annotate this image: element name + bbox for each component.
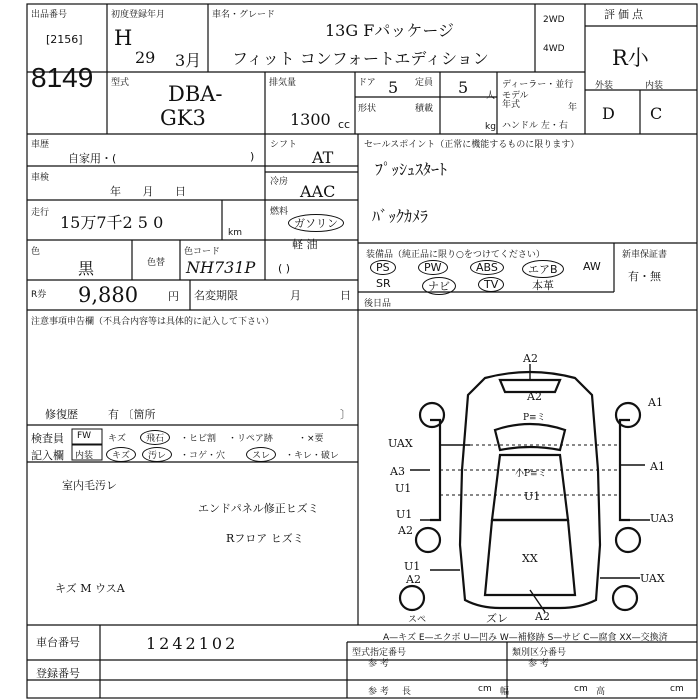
load-label: 積載 [415,104,434,114]
displacement-unit: cc [338,118,351,131]
era-value: H [114,26,133,50]
height-unit: cm [670,684,684,694]
interior-label: 内装 [645,81,664,91]
mileage-label: 走行 [31,208,50,218]
inspector-row2-kizu: キズ [106,447,136,462]
mark-roof-dent: 小P≡ミ [515,469,547,479]
warranty-value: 有・無 [628,270,661,283]
recycle-unit: 円 [168,290,179,303]
displacement-value: 1300 [290,110,331,129]
dealer-label: ディーラー・並行 [502,80,574,90]
drive-4wd: 4WD [543,44,565,54]
inspector-row1-kizu: キズ [108,434,126,444]
first-reg-label: 初度登録年月 [111,10,166,20]
mark-a3-left: A3 [390,465,405,478]
model-code-2: GK3 [160,106,206,130]
damage-legend: A—キズ E—エクボ U—凹み W—補修跡 S—サビ C—腐食 XX—交換済 [383,633,668,643]
model-year-label: モデル年式 [502,91,529,110]
color-change-label: 色替 [147,258,166,268]
inspector-row2-koge: ・コゲ・穴 [180,451,226,461]
equip-navi: ナビ [422,277,456,295]
mileage-unit: km [228,228,242,238]
inspector-row2-sure: スレ [246,447,276,462]
history-value: 自家用・( [68,152,117,165]
doors-label: ドア [358,78,376,88]
recycle-label: R券 [31,290,47,300]
mark-uax-right: UAX [640,572,665,585]
mark-ua3-right: UA3 [650,512,674,525]
equip-sr: SR [376,277,391,290]
history-close: ) [250,150,255,163]
exterior-label: 外装 [595,81,614,91]
equip-ps: PS [370,260,396,275]
drive-2wd: 2WD [543,15,565,25]
note-1: 室内毛汚レ [62,479,117,492]
inspector-row1-hibi: ・ヒビ割 [180,434,217,444]
type-code-label: 型式指定番号 [352,648,407,658]
chassis-value: 1242102 [146,634,239,653]
sales-point-2: ﾊﾞｯｸｶﾒﾗ [372,207,429,226]
notes-label: 注意事項申告欄（不具合内容等は具体的に記入して下さい） [31,317,275,327]
mark-a1-right: A1 [650,460,665,473]
inspector-label-2: 記入欄 [31,449,64,462]
shape-label: 形状 [358,104,377,114]
repair-close: 〕 [340,408,351,421]
interior-grade: C [650,104,663,123]
capacity-unit: 人 [486,91,496,101]
equip-airbag: エアB [522,260,564,278]
year-value: 29 [135,48,156,67]
note-3: Rフロア ヒズミ [226,532,304,545]
class-code-ref: 参 考 [528,659,549,669]
name-change-month: 月 [290,289,301,302]
inspector-row1-tobiishi: 飛石 [140,430,170,445]
inspector-row2-kire: ・キレ・破レ [285,451,339,461]
lot-label: 出品番号 [31,10,68,20]
inspector-row1-need: ・×要 [298,434,324,444]
sales-point-1: ﾌﾟｯｼｭｽﾀｰﾄ [375,160,448,179]
inspector-interior: 内装 [75,451,94,461]
exterior-grade: D [602,104,615,123]
mileage-value: 15万7千2 5 0 [60,213,164,232]
fuel-diesel: 軽 油 [292,238,318,251]
mark-u1-rear-left: U1 [396,508,413,521]
note-2: エンドパネル修正ヒズミ [198,502,319,515]
color-label: 色 [31,247,41,257]
capacity-label: 定員 [415,78,434,88]
shift-value: AT [312,148,334,167]
fuel-paren: ( ) [278,262,291,275]
model-code-label: 型式 [111,78,130,88]
name-change-day: 日 [340,289,351,302]
length-label: 長 [402,687,412,697]
chassis-label: 車台番号 [36,636,80,649]
recycle-value: 9,880 [78,283,139,307]
equip-pw: PW [418,260,448,275]
name-change-label: 名変期限 [194,289,238,302]
score-value: R小 [612,46,649,70]
history-label: 車歴 [31,140,50,150]
model-code-1: DBA- [168,82,223,106]
equip-abs: ABS [470,260,504,275]
score-label: 評価点 [604,8,646,21]
mark-u1-left: U1 [395,482,412,495]
width-unit: cm [574,684,588,694]
inspector-fw: FW [77,431,92,441]
length-unit: cm [478,684,492,694]
equip-leather: 本革 [532,279,554,292]
capacity-value: 5 [458,78,469,97]
shift-label: シフト [270,140,298,150]
mark-a2-bottom: A2 [535,610,550,623]
displacement-label: 排気量 [269,78,297,88]
aircon-value: AAC [300,182,336,201]
note-4: キズ M ウスA [55,582,125,595]
inspection-value: 年 月 日 [110,185,186,198]
grade-value: 13G Fパッケージ [325,21,455,40]
model-value: フィット コンフォートエディション [232,49,489,68]
equip-tv: TV [478,277,504,292]
registration-label: 登録番号 [36,667,80,680]
mark-a2-rear-left: A2 [398,524,413,537]
mark-a1-front-right: A1 [648,396,663,409]
warranty-label: 新車保証書 [622,250,668,260]
lot-number: 8149 [31,62,94,93]
equipment-label: 装備品（純正品に限り○をつけてください） [366,250,545,260]
mark-xx-replaced: XX [522,552,538,565]
car-diagram [400,372,640,610]
month-value: 3月 [175,51,202,70]
mark-a2-hood: A2 [527,390,542,403]
mark-spare: スペ [408,615,427,625]
mark-a2-top: A2 [523,352,538,365]
inspection-label: 車検 [31,173,50,183]
repair-value: 有 〔箇所 [108,408,156,421]
height-label: 高 [596,687,606,697]
doors-value: 5 [388,78,399,97]
mark-u1-roof: U1 [524,490,541,503]
repair-label: 修復歴 [45,408,78,421]
width-label: 幅 [500,687,510,697]
dimension-ref: 参 考 [368,687,389,697]
mark-uax-left: UAX [388,437,413,450]
docs-label: 後日品 [364,299,392,309]
mark-hood-dent: P≡ミ [523,413,546,423]
color-code-label: 色コード [184,247,221,257]
model-year-unit: 年 [568,103,578,113]
mark-u1-bottom-left: U1 [404,560,421,573]
inspector-label-1: 検査員 [31,432,64,445]
sales-points-label: セールスポイント（正常に機能するものに限ります） [364,140,580,150]
load-unit: kg [485,122,496,132]
inspector-row1-repair: ・リペア跡 [228,434,273,444]
type-code-ref: 参 考 [368,659,389,669]
mark-a2-bottom-left: A2 [406,573,421,586]
equip-aw: AW [583,260,601,273]
color-value: 黒 [78,259,95,278]
fuel-gas: ガソリン [288,214,344,232]
aircon-label: 冷房 [270,177,289,187]
inspector-row2-dirt: 汚レ [142,447,172,462]
color-code-value: NH731P [186,258,256,277]
class-code-label: 類別区分番号 [512,648,567,658]
mark-zure: ズレ [486,612,508,625]
fuel-label: 燃料 [270,207,289,217]
model-grade-label: 車名・グレード [212,10,276,20]
handle-label: ハンドル 左・右 [502,121,568,131]
lot-code: [2156] [46,33,83,46]
